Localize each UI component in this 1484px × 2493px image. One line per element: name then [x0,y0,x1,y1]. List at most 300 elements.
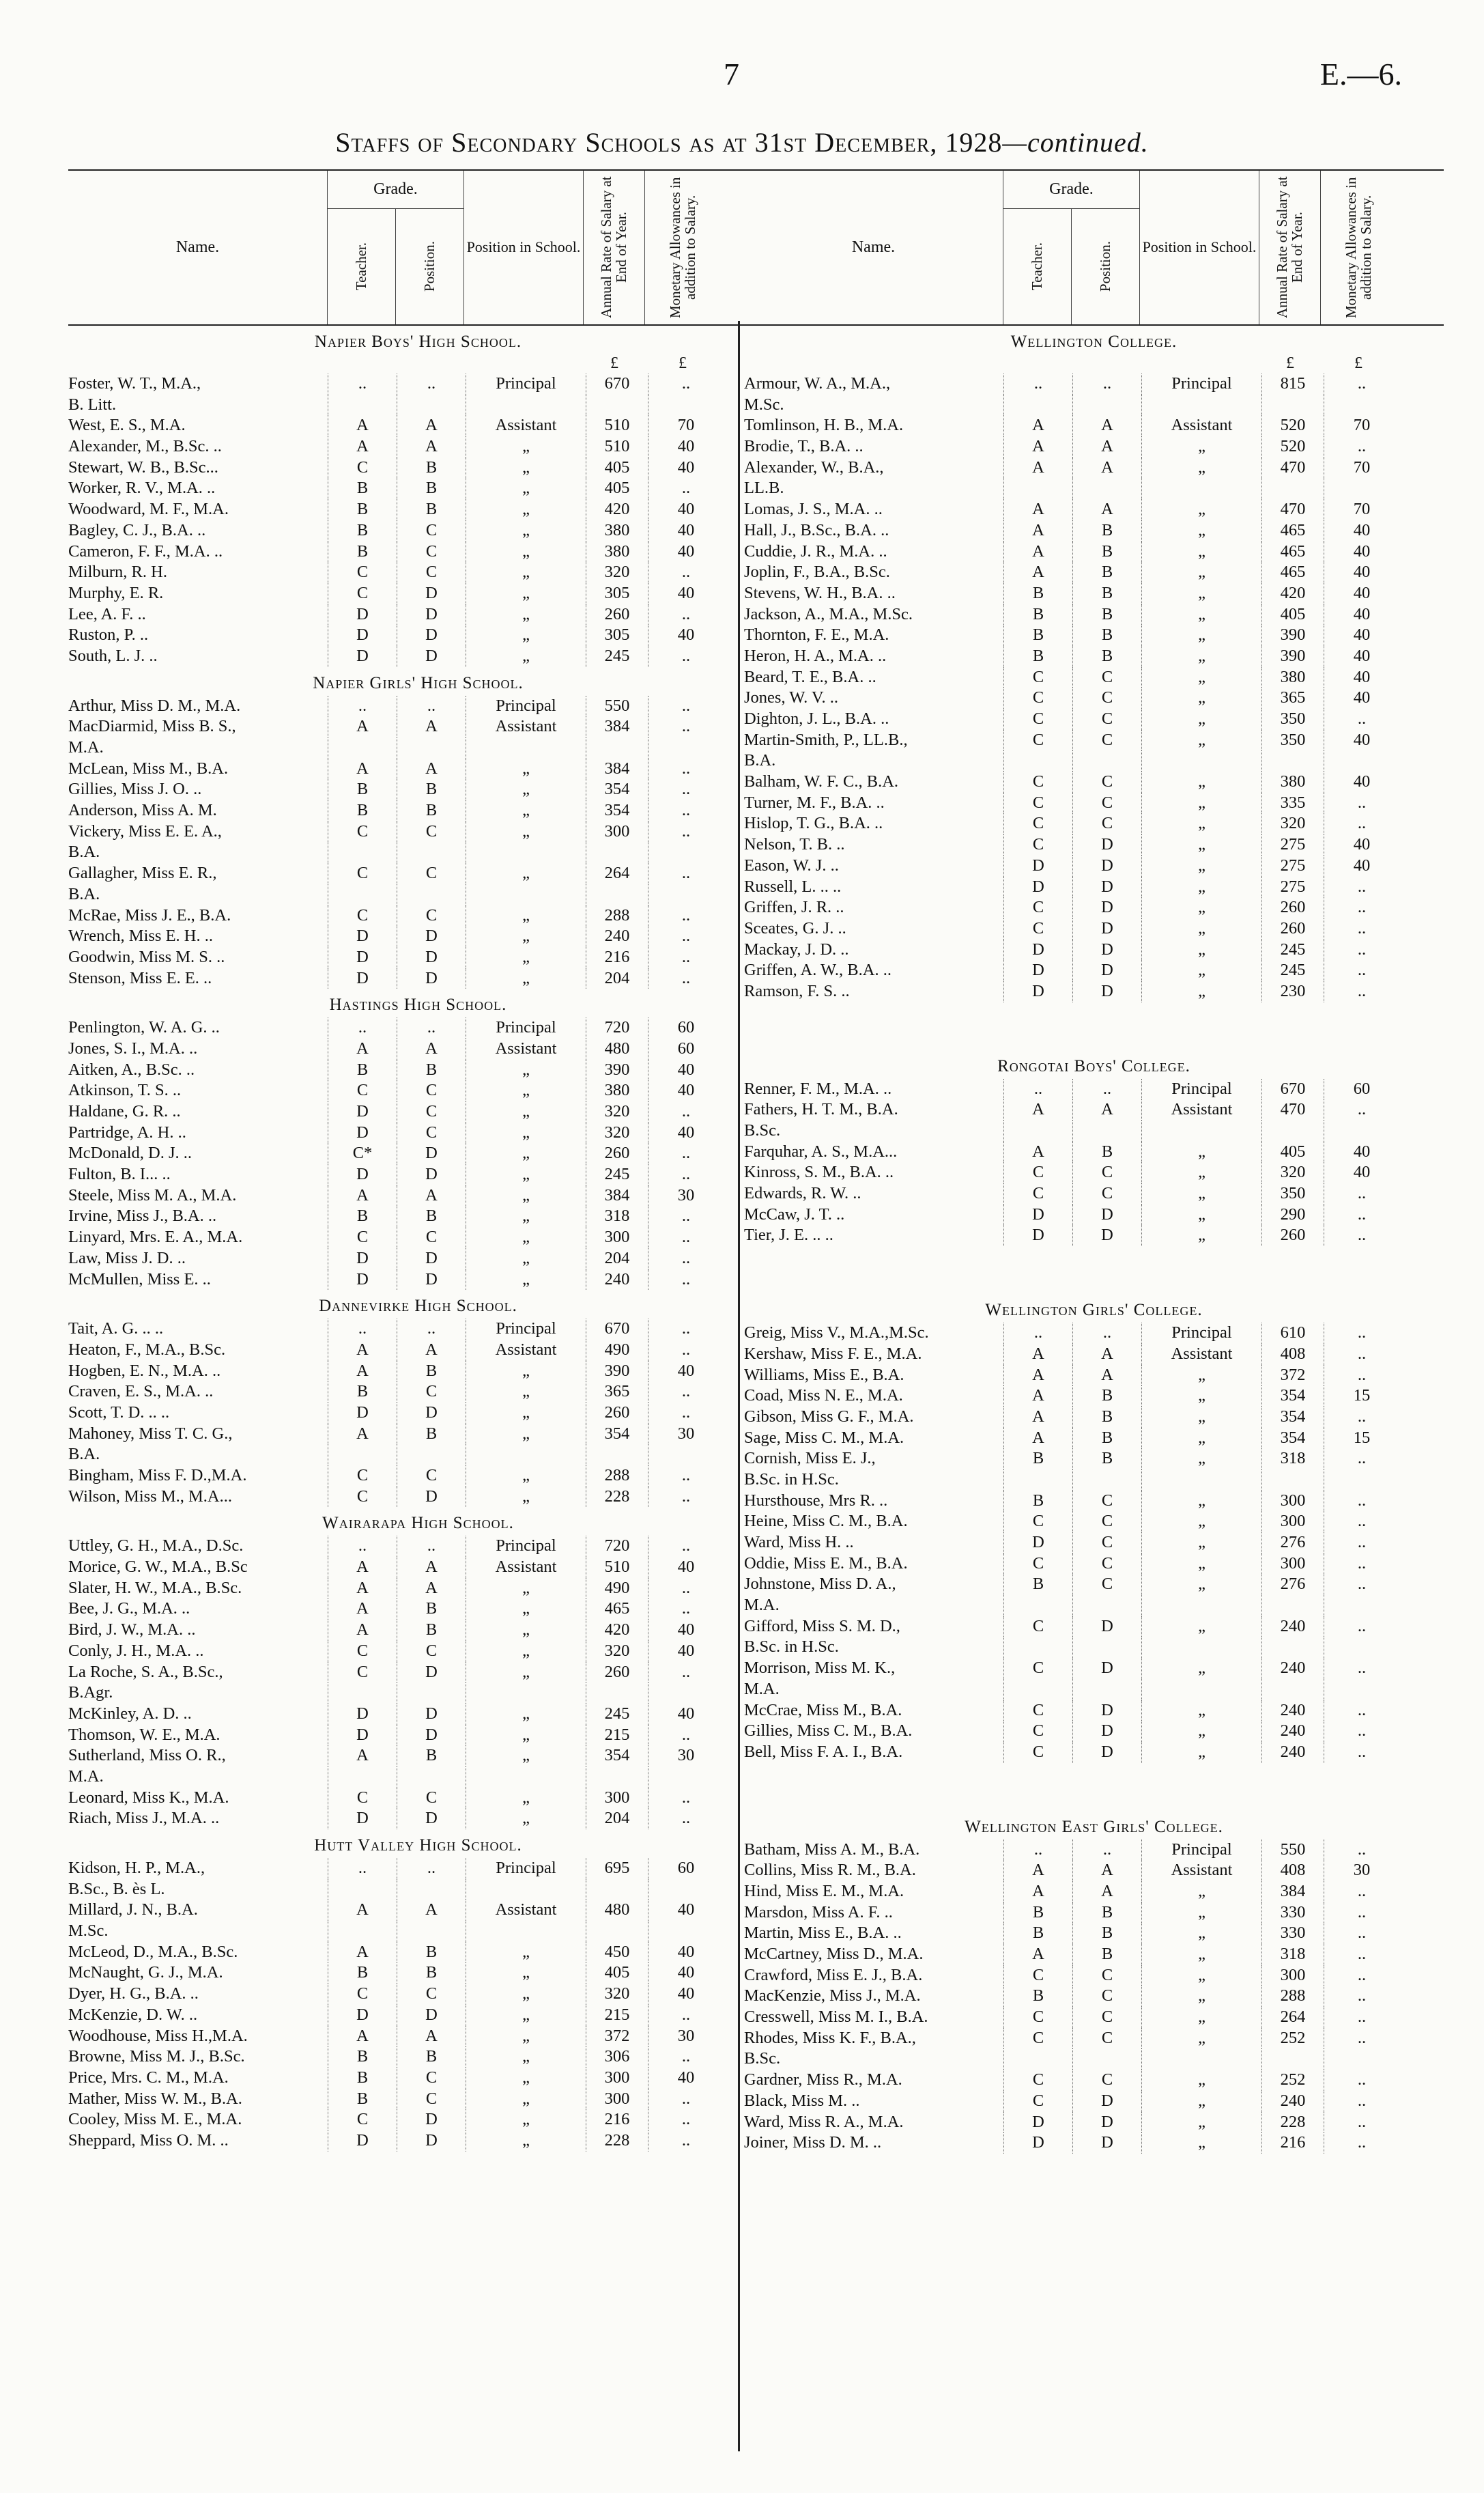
teacher-grade: A [328,716,397,737]
salary-value: 380 [586,1080,648,1101]
position-in-school: „ [466,1578,586,1599]
allowance-value: .. [648,1206,724,1227]
position-in-school: „ [466,1143,586,1164]
position-in-school: „ [1141,1902,1261,1924]
salary-value: 365 [586,1381,648,1403]
table-row [68,1403,768,1424]
table-row [744,2091,1444,2112]
salary-value: 330 [1261,1923,1324,1944]
table-row [744,436,1444,457]
position-grade: D [397,1143,466,1164]
salary-value: 354 [586,1424,648,1445]
position-grade: .. [1072,374,1141,395]
table-row [744,1742,1444,1763]
position-grade: .. [1072,1840,1141,1861]
staff-name: Price, Mrs. C. M., M.A. [68,2068,229,2087]
salary-value: 320 [586,1641,648,1662]
position-in-school: „ [466,1704,586,1725]
teacher-grade: C [1003,1183,1072,1205]
header-position: Position. [1097,241,1114,292]
salary-value: 306 [586,2046,648,2068]
position-grade: D [1072,1721,1141,1742]
staff-name: Sceates, G. J. .. [744,918,846,938]
staff-name: Farquhar, A. S., M.A... [744,1142,898,1161]
position-grade: C [1072,1574,1141,1595]
staff-name: Jones, W. V. .. [744,688,838,707]
salary-value [586,1444,648,1465]
teacher-grade: .. [1003,1323,1072,1344]
allowance-value: .. [1324,1407,1399,1428]
staff-name: McCartney, Miss D., M.A. [744,1945,924,1963]
position-in-school: „ [466,1361,586,1382]
position-grade: D [397,1808,466,1829]
salary-value: 380 [1261,667,1324,688]
staff-name: Stenson, Miss E. E. .. [68,968,212,987]
table-row [68,1766,768,1788]
salary-value: 520 [1261,436,1324,457]
allowance-value: .. [1324,1183,1399,1205]
teacher-grade: A [1003,436,1072,457]
allowance-value: 40 [648,1361,724,1382]
position-in-school: „ [1141,1205,1261,1226]
position-grade: A [1072,1344,1141,1365]
header-teacher: Teacher. [353,242,370,291]
table-row [68,1017,768,1039]
table-row [744,750,1444,772]
teacher-grade: C [1003,2007,1072,2028]
allowance-value: 40 [1324,541,1399,563]
position-grade: C [397,541,466,563]
teacher-grade [1003,1121,1072,1142]
position-in-school: „ [1141,1944,1261,1965]
table-row [68,2130,768,2152]
salary-value [1261,395,1324,416]
position-in-school: „ [466,1808,586,1829]
position-grade: B [397,779,466,800]
staff-name: Fulton, B. I... .. [68,1165,171,1184]
position-grade [1072,1679,1141,1700]
allowance-value: 70 [1324,457,1399,479]
allowance-value: .. [648,1248,724,1269]
teacher-grade: B [328,2089,397,2110]
table-row [68,1725,768,1746]
teacher-grade: C [328,583,397,604]
staff-name: La Roche, S. A., B.Sc., [68,1662,223,1681]
position-grade: B [397,1206,466,1227]
teacher-grade: C [1003,688,1072,709]
allowance-value: .. [1324,877,1399,898]
allowance-value: .. [648,968,724,989]
position-grade: .. [1072,1079,1141,1100]
salary-value: 260 [586,1143,648,1164]
position-grade [1072,2048,1141,2070]
allowance-value: .. [648,1465,724,1487]
allowance-value: 40 [1324,856,1399,877]
teacher-grade: A [328,1557,397,1578]
staff-name: Gardner, Miss R., M.A. [744,2070,902,2089]
position-grade: C [1072,2070,1141,2091]
salary-value: 420 [1261,583,1324,604]
teacher-grade: D [328,1164,397,1185]
table-row [68,716,768,737]
table-row [68,395,768,416]
teacher-grade: D [1003,1225,1072,1246]
position-in-school [466,395,586,416]
staff-name: Alexander, W., B.A., [744,457,884,477]
table-row [68,968,768,989]
teacher-grade: D [1003,981,1072,1002]
position-in-school: Principal [1141,1323,1261,1344]
staff-name: B. Litt. [68,395,117,414]
salary-value: 215 [586,2005,648,2026]
position-grade [397,842,466,863]
position-grade: D [1072,877,1141,898]
staff-name: Leonard, Miss K., M.A. [68,1788,229,1807]
position-grade: D [1072,1616,1141,1637]
teacher-grade: D [328,1248,397,1269]
allowance-value: 15 [1324,1428,1399,1449]
salary-value: 384 [586,759,648,780]
position-grade: C [1072,2028,1141,2049]
table-row [68,1962,768,1984]
teacher-grade: D [328,926,397,947]
position-in-school: „ [1141,688,1261,709]
staff-name: Hogben, E. N., M.A. .. [68,1361,221,1380]
allowance-value: .. [648,1403,724,1424]
staff-name: Woodhouse, Miss H.,M.A. [68,2026,248,2045]
staff-name: Mahoney, Miss T. C. G., [68,1424,233,1443]
table-row [744,1099,1444,1121]
staff-name: Steele, Miss M. A., M.A. [68,1185,237,1205]
salary-value: 245 [1261,940,1324,961]
allowance-value [1324,1637,1399,1658]
teacher-grade: A [328,1598,397,1620]
position-grade [397,1444,466,1465]
table-row [68,583,768,604]
table-row [68,1060,768,1081]
staff-name: Greig, Miss V., M.A.,M.Sc. [744,1323,929,1342]
allowance-value: .. [1324,940,1399,961]
staff-name: McCrae, Miss M., B.A. [744,1700,902,1719]
staff-name: Morice, G. W., M.A., B.Sc [68,1558,248,1577]
position-grade: C [1072,688,1141,709]
position-grade: C [397,520,466,541]
table-row [744,960,1444,981]
allowance-value: 40 [648,436,724,457]
position-in-school: „ [1141,1986,1261,2007]
position-grade: B [1072,1902,1141,1924]
salary-value: 390 [586,1060,648,1081]
allowance-value: 40 [648,1080,724,1101]
teacher-grade: B [328,1962,397,1984]
salary-value: 260 [586,604,648,625]
position-grade: D [1072,940,1141,961]
page-title-main: Staffs of Secondary Schools as at 31st December, 1928 [335,127,1003,158]
staff-name: Heron, H. A., M.A. .. [744,646,887,665]
staff-name: B.Sc. in H.Sc. [744,1637,839,1657]
allowance-value: 40 [648,457,724,479]
salary-value: 240 [1261,1658,1324,1679]
teacher-grade: .. [1003,1079,1072,1100]
allowance-value: .. [648,2089,724,2110]
staff-name: Mackay, J. D. .. [744,940,849,959]
teacher-grade: C [328,1984,397,2005]
position-grade: B [1072,625,1141,646]
table-row [744,2112,1444,2133]
allowance-value: .. [1324,1532,1399,1553]
staff-name: Wrench, Miss E. H. .. [68,927,213,946]
allowance-value: 40 [648,1641,724,1662]
allowance-value: 40 [648,1557,724,1578]
salary-value: 204 [586,968,648,989]
staff-name: LL.B. [744,479,784,498]
allowance-value: 40 [648,1942,724,1963]
table-row [744,1183,1444,1205]
position-in-school: Principal [466,1017,586,1039]
salary-value: 465 [1261,562,1324,583]
staff-name: M.A. [744,1596,780,1615]
teacher-grade: A [1003,1142,1072,1163]
table-row [744,1205,1444,1226]
salary-value: 670 [586,1319,648,1340]
teacher-grade: B [1003,1986,1072,2007]
staff-name: Gillies, Miss J. O. .. [68,780,202,799]
position-grade: A [1072,1860,1141,1881]
table-row [68,1598,768,1620]
staff-name: Morrison, Miss M. K., [744,1659,896,1678]
allowance-value: 40 [1324,667,1399,688]
salary-value: 252 [1261,2070,1324,2091]
position-in-school: „ [466,2068,586,2089]
staff-name: Dighton, J. L., B.A. .. [744,709,889,728]
salary-value: 300 [1261,1491,1324,1512]
salary-value: 264 [586,863,648,884]
allowance-value [648,884,724,905]
position-grade: A [1072,1099,1141,1121]
teacher-grade: C [328,863,397,884]
salary-value: 275 [1261,877,1324,898]
table-row [744,793,1444,814]
table-row [68,1578,768,1599]
salary-value: 390 [586,1361,648,1382]
table-header-left [68,169,768,326]
position-in-school: „ [1141,583,1261,604]
position-in-school: Principal [1141,374,1261,395]
teacher-grade [1003,395,1072,416]
table-row [744,1323,1444,1344]
teacher-grade: C [1003,897,1072,918]
staff-name: Hursthouse, Mrs R. .. [744,1491,888,1510]
position-in-school [1141,395,1261,416]
allowance-value: 40 [1324,834,1399,856]
header-allowances: Monetary Allowances in addition to Salary. [1342,177,1374,318]
table-row [68,1444,768,1465]
position-in-school: „ [1141,981,1261,1002]
staff-name: Vickery, Miss E. E. A., [68,821,222,841]
teacher-grade: C [1003,1721,1072,1742]
salary-value: 480 [586,1900,648,1921]
staff-name: Griffen, J. R. .. [744,898,844,917]
position-in-school: „ [1141,2007,1261,2028]
position-in-school: „ [466,1123,586,1144]
salary-value: 670 [586,374,648,395]
allowance-value: .. [648,696,724,717]
position-grade [397,1766,466,1788]
salary-value [1261,1637,1324,1658]
teacher-grade: C [328,457,397,479]
position-grade [1072,478,1141,499]
position-grade: C [1072,1491,1141,1512]
teacher-grade: C [1003,772,1072,793]
position-in-school: Principal [466,696,586,717]
position-in-school: Assistant [1141,1344,1261,1365]
salary-value [586,1879,648,1900]
allowance-value: 30 [648,2026,724,2047]
salary-value [1261,750,1324,772]
table-row [744,834,1444,856]
allowance-value: .. [648,1340,724,1361]
salary-value: 390 [1261,646,1324,667]
salary-value: 480 [586,1039,648,1060]
position-grade: C [397,2089,466,2110]
table-row [68,759,768,780]
position-in-school: Assistant [466,1557,586,1578]
staff-name: Sage, Miss C. M., M.A. [744,1428,904,1447]
position-in-school: „ [1141,1923,1261,1944]
table-row [68,1487,768,1508]
table-row [68,2026,768,2047]
position-in-school: „ [1141,960,1261,981]
teacher-grade: B [328,779,397,800]
salary-value: 365 [1261,688,1324,709]
position-in-school: „ [466,1227,586,1248]
staff-name: Goodwin, Miss M. S. .. [68,947,225,966]
teacher-grade: C [328,1788,397,1809]
allowance-value: 40 [648,625,724,646]
staff-name: Russell, L. .. .. [744,877,842,896]
allowance-value: .. [648,1662,724,1683]
allowance-value: .. [1324,1448,1399,1469]
staff-name: Alexander, M., B.Sc. .. [68,437,222,456]
allowance-value: .. [648,1164,724,1185]
position-in-school: „ [1141,2132,1261,2154]
salary-value: 350 [1261,1183,1324,1205]
table-row [744,1574,1444,1595]
table-row [68,842,768,863]
allowance-value: .. [648,947,724,968]
position-grade: A [1072,457,1141,479]
position-in-school: Assistant [466,1900,586,1921]
position-grade: B [397,1962,466,1984]
position-in-school: „ [466,1662,586,1683]
staff-name: M.A. [68,1766,104,1786]
teacher-grade: C [1003,1553,1072,1575]
staff-name: Martin, Miss E., B.A. .. [744,1924,902,1943]
teacher-grade: A [328,2026,397,2047]
position-in-school: „ [1141,730,1261,751]
position-grade: A [1072,499,1141,520]
teacher-grade [328,1879,397,1900]
staff-name: Cresswell, Miss M. I., B.A. [744,2008,928,2027]
table-row [744,1860,1444,1881]
position-grade: D [397,1248,466,1269]
staff-name: Cornish, Miss E. J., [744,1449,876,1468]
table-row [68,2005,768,2026]
salary-value: 300 [586,821,648,843]
position-grade: A [397,1039,466,1060]
salary-value: 252 [1261,2028,1324,2049]
teacher-grade: B [328,1060,397,1081]
school-section [68,1294,768,1507]
allowance-value: 40 [1324,520,1399,541]
position-in-school [1141,1637,1261,1658]
salary-value: 335 [1261,793,1324,814]
position-in-school: „ [1141,1225,1261,1246]
position-in-school: „ [466,1424,586,1445]
position-in-school: „ [1141,834,1261,856]
position-grade: B [1072,1385,1141,1407]
teacher-grade: C [328,1641,397,1662]
position-in-school: Assistant [466,1039,586,1060]
staff-name: Anderson, Miss A. M. [68,801,217,820]
allowance-value: .. [1324,436,1399,457]
school-title: Wairarapa High School. [322,1514,514,1533]
position-in-school: „ [466,2046,586,2068]
staff-name: B.A. [68,1445,100,1464]
position-grade: B [1072,562,1141,583]
position-in-school [466,1444,586,1465]
table-row [68,1164,768,1185]
position-in-school: „ [1141,562,1261,583]
table-row [68,884,768,905]
allowance-value: .. [648,759,724,780]
salary-value [586,842,648,863]
allowance-value: .. [1324,1344,1399,1365]
teacher-grade: .. [328,1858,397,1879]
position-in-school: „ [466,1598,586,1620]
table-row [744,2070,1444,2091]
position-in-school [1141,1469,1261,1491]
table-row [68,1942,768,1963]
position-grade: .. [397,1858,466,1879]
position-in-school: „ [1141,1553,1261,1575]
staff-name: Slater, H. W., M.A., B.Sc. [68,1578,242,1597]
position-in-school: „ [466,968,586,989]
position-grade: B [1072,1448,1141,1469]
teacher-grade: D [328,1403,397,1424]
allowance-value: .. [648,562,724,583]
teacher-grade: B [328,478,397,499]
salary-value: 354 [1261,1385,1324,1407]
table-row [744,604,1444,625]
staff-name: Cameron, F. F., M.A. .. [68,541,223,561]
staff-name: McKenzie, D. W. .. [68,2005,198,2024]
salary-value: 390 [1261,625,1324,646]
salary-value: 320 [586,1101,648,1123]
table-row [744,1532,1444,1553]
position-grade [1072,1121,1141,1142]
teacher-grade [328,395,397,416]
allowance-value: .. [648,1227,724,1248]
table-row [68,779,768,800]
teacher-grade: B [1003,1448,1072,1469]
staff-name: B.Sc., B. ès L. [68,1879,165,1898]
staff-name: Eason, W. J. .. [744,856,839,875]
position-in-school [466,1766,586,1788]
position-in-school: Assistant [1141,1099,1261,1121]
staff-name: Rhodes, Miss K. F., B.A., [744,2028,916,2047]
allowance-value: .. [648,478,724,499]
